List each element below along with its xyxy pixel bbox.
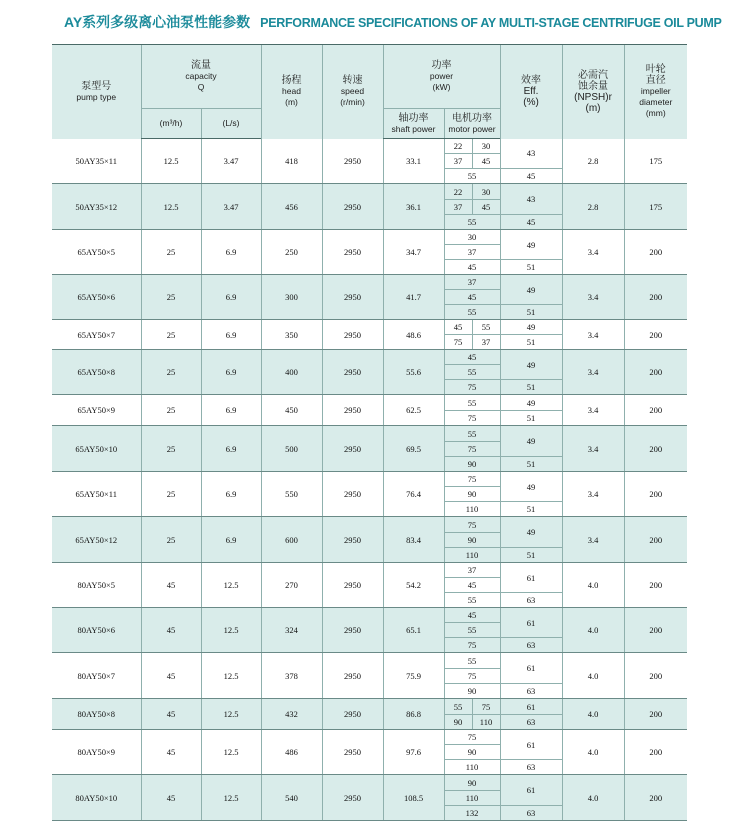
header-capacity: 流量 capacity Q [141,45,261,109]
cell-npsh: 4.0 [562,608,624,653]
cell-capacity-ls: 6.9 [201,395,261,426]
cell-shaft-power: 54.2 [383,563,444,608]
cell-npsh: 3.4 [562,320,624,350]
cell-motor-power: 75 [444,380,500,395]
cell-model: 65AY50×5 [52,230,141,275]
cell-efficiency: 61 [500,563,562,593]
cell-motor-power: 55 [444,623,500,638]
table-row [52,699,687,715]
cell-motor-power: 22 [444,184,472,200]
cell-motor-power: 75 [444,730,500,745]
cell-impeller: 200 [624,563,687,608]
cell-impeller: 200 [624,275,687,320]
table-row [52,426,687,442]
cell-capacity-ls: 12.5 [201,775,261,821]
cell-motor-power: 55 [444,699,472,715]
cell-capacity-m3h: 25 [141,426,201,472]
cell-motor-power: 37 [444,245,500,260]
cell-capacity-ls: 6.9 [201,517,261,563]
table-row [52,230,687,245]
cell-shaft-power: 55.6 [383,350,444,395]
cell-speed: 2950 [322,426,383,472]
cell-capacity-m3h: 25 [141,350,201,395]
cell-efficiency: 63 [500,684,562,699]
cell-impeller: 200 [624,730,687,775]
cell-shaft-power: 41.7 [383,275,444,320]
cell-npsh: 4.0 [562,699,624,730]
cell-shaft-power: 86.8 [383,699,444,730]
cell-motor-power: 132 [444,806,500,821]
cell-model: 80AY50×6 [52,608,141,653]
cell-capacity-ls: 3.47 [201,184,261,230]
header-efficiency: 效率 Eff. (%) [500,45,562,139]
cell-capacity-m3h: 12.5 [141,139,201,184]
cell-speed: 2950 [322,230,383,275]
cell-motor-power: 110 [444,502,500,517]
cell-speed: 2950 [322,699,383,730]
cell-speed: 2950 [322,320,383,350]
cell-impeller: 175 [624,184,687,230]
cell-efficiency: 61 [500,653,562,684]
cell-motor-power: 75 [444,517,500,533]
spec-table [52,44,687,821]
header-capacity-m3h: (m³/h) [141,109,201,139]
cell-efficiency: 49 [500,426,562,457]
header-power: 功率 power (kW) [383,45,500,109]
cell-impeller: 200 [624,350,687,395]
cell-model: 80AY50×7 [52,653,141,699]
cell-motor-power: 110 [444,548,500,563]
cell-npsh: 3.4 [562,395,624,426]
cell-impeller: 200 [624,472,687,517]
cell-shaft-power: 83.4 [383,517,444,563]
cell-speed: 2950 [322,139,383,184]
cell-head: 378 [261,653,322,699]
cell-capacity-m3h: 25 [141,320,201,350]
cell-capacity-m3h: 45 [141,608,201,653]
cell-impeller: 200 [624,426,687,472]
cell-impeller: 200 [624,230,687,275]
table-row [52,320,687,335]
cell-efficiency: 51 [500,305,562,320]
cell-efficiency: 63 [500,760,562,775]
cell-motor-power: 75 [444,335,472,350]
cell-efficiency: 45 [500,215,562,230]
cell-model: 65AY50×9 [52,395,141,426]
cell-shaft-power: 34.7 [383,230,444,275]
cell-model: 65AY50×7 [52,320,141,350]
cell-motor-power: 37 [444,154,472,169]
cell-efficiency: 61 [500,608,562,638]
cell-efficiency: 45 [500,169,562,184]
cell-capacity-m3h: 45 [141,775,201,821]
cell-motor-power: 45 [444,608,500,623]
cell-motor-power: 90 [444,775,500,791]
cell-capacity-m3h: 25 [141,472,201,517]
cell-npsh: 3.4 [562,426,624,472]
cell-capacity-m3h: 45 [141,653,201,699]
cell-motor-power: 55 [444,426,500,442]
cell-capacity-ls: 6.9 [201,350,261,395]
cell-shaft-power: 48.6 [383,320,444,350]
cell-model: 80AY50×8 [52,699,141,730]
cell-motor-power: 55 [444,169,500,184]
cell-efficiency: 49 [500,472,562,502]
cell-motor-power: 55 [444,395,500,411]
cell-speed: 2950 [322,395,383,426]
cell-head: 418 [261,139,322,184]
header-impeller: 叶轮 直径 impeller diameter (mm) [624,45,687,139]
cell-impeller: 200 [624,320,687,350]
cell-head: 270 [261,563,322,608]
cell-npsh: 2.8 [562,184,624,230]
cell-speed: 2950 [322,350,383,395]
cell-head: 486 [261,730,322,775]
cell-model: 80AY50×9 [52,730,141,775]
cell-capacity-ls: 6.9 [201,472,261,517]
cell-motor-power: 30 [472,184,500,200]
cell-impeller: 200 [624,775,687,821]
cell-motor-power: 90 [444,487,500,502]
cell-npsh: 4.0 [562,563,624,608]
cell-motor-power: 45 [444,350,500,365]
cell-head: 600 [261,517,322,563]
cell-efficiency: 43 [500,184,562,215]
cell-npsh: 3.4 [562,472,624,517]
cell-npsh: 3.4 [562,517,624,563]
cell-capacity-ls: 12.5 [201,653,261,699]
cell-capacity-m3h: 45 [141,699,201,730]
cell-head: 456 [261,184,322,230]
cell-head: 400 [261,350,322,395]
cell-efficiency: 63 [500,715,562,730]
cell-shaft-power: 108.5 [383,775,444,821]
cell-speed: 2950 [322,472,383,517]
header-capacity-ls: (L/s) [201,109,261,139]
cell-motor-power: 90 [444,684,500,699]
cell-motor-power: 45 [472,154,500,169]
cell-head: 350 [261,320,322,350]
cell-motor-power: 45 [444,260,500,275]
cell-model: 65AY50×10 [52,426,141,472]
cell-motor-power: 90 [444,715,472,730]
table-row [52,350,687,365]
cell-shaft-power: 36.1 [383,184,444,230]
cell-motor-power: 75 [444,638,500,653]
cell-efficiency: 51 [500,411,562,426]
cell-head: 300 [261,275,322,320]
cell-motor-power: 110 [444,791,500,806]
cell-model: 50AY35×11 [52,139,141,184]
cell-motor-power: 55 [444,653,500,669]
cell-npsh: 2.8 [562,139,624,184]
cell-speed: 2950 [322,275,383,320]
table-row [52,608,687,623]
cell-motor-power: 90 [444,533,500,548]
cell-motor-power: 90 [444,745,500,760]
cell-speed: 2950 [322,653,383,699]
table-row [52,653,687,669]
cell-shaft-power: 75.9 [383,653,444,699]
cell-head: 250 [261,230,322,275]
cell-capacity-ls: 6.9 [201,230,261,275]
header-head: 扬程 head (m) [261,45,322,139]
cell-impeller: 200 [624,517,687,563]
table-row [52,184,687,200]
cell-model: 80AY50×10 [52,775,141,821]
cell-efficiency: 61 [500,775,562,806]
cell-capacity-ls: 12.5 [201,730,261,775]
cell-efficiency: 51 [500,335,562,350]
cell-npsh: 3.4 [562,350,624,395]
cell-speed: 2950 [322,608,383,653]
cell-efficiency: 61 [500,730,562,760]
cell-motor-power: 55 [444,305,500,320]
cell-efficiency: 51 [500,548,562,563]
cell-motor-power: 55 [444,365,500,380]
cell-efficiency: 43 [500,139,562,169]
cell-efficiency: 51 [500,380,562,395]
cell-motor-power: 55 [444,593,500,608]
cell-capacity-m3h: 25 [141,395,201,426]
cell-motor-power: 30 [444,230,500,245]
cell-impeller: 175 [624,139,687,184]
cell-efficiency: 49 [500,275,562,305]
cell-motor-power: 75 [444,472,500,487]
cell-motor-power: 30 [472,139,500,154]
cell-model: 65AY50×12 [52,517,141,563]
cell-motor-power: 45 [444,578,500,593]
cell-efficiency: 49 [500,395,562,411]
cell-motor-power: 45 [444,290,500,305]
cell-npsh: 4.0 [562,730,624,775]
cell-motor-power: 45 [444,320,472,335]
cell-capacity-m3h: 25 [141,275,201,320]
cell-efficiency: 51 [500,457,562,472]
cell-speed: 2950 [322,517,383,563]
cell-npsh: 3.4 [562,230,624,275]
cell-motor-power: 37 [472,335,500,350]
cell-motor-power: 75 [444,442,500,457]
cell-efficiency: 49 [500,350,562,380]
cell-efficiency: 63 [500,806,562,821]
header-speed: 转速 speed (r/min) [322,45,383,139]
cell-efficiency: 63 [500,638,562,653]
cell-model: 50AY35×12 [52,184,141,230]
cell-motor-power: 75 [444,669,500,684]
cell-npsh: 3.4 [562,275,624,320]
cell-capacity-m3h: 45 [141,730,201,775]
cell-motor-power: 75 [472,699,500,715]
cell-shaft-power: 69.5 [383,426,444,472]
cell-head: 324 [261,608,322,653]
table-row [52,139,687,154]
header-shaft-power: 轴功率 shaft power [383,109,444,139]
cell-capacity-m3h: 12.5 [141,184,201,230]
table-row [52,395,687,411]
cell-impeller: 200 [624,699,687,730]
cell-efficiency: 63 [500,593,562,608]
table-row [52,275,687,290]
cell-motor-power: 37 [444,563,500,578]
cell-efficiency: 49 [500,230,562,260]
title-en: PERFORMANCE SPECIFICATIONS OF AY MULTI-STAGE CENTRIFUGE OIL PUMP [260,16,722,30]
table-row [52,472,687,487]
spec-table-body [52,139,687,821]
cell-speed: 2950 [322,730,383,775]
cell-head: 540 [261,775,322,821]
page-title [64,12,722,32]
cell-efficiency: 51 [500,260,562,275]
cell-efficiency: 51 [500,502,562,517]
cell-npsh: 4.0 [562,653,624,699]
cell-capacity-ls: 6.9 [201,426,261,472]
cell-impeller: 200 [624,653,687,699]
cell-head: 432 [261,699,322,730]
cell-head: 500 [261,426,322,472]
cell-capacity-ls: 6.9 [201,275,261,320]
cell-efficiency: 49 [500,517,562,548]
table-row [52,517,687,533]
cell-shaft-power: 97.6 [383,730,444,775]
header-model: 泵型号 pump type [52,45,141,139]
cell-motor-power: 45 [472,200,500,215]
cell-capacity-ls: 6.9 [201,320,261,350]
cell-shaft-power: 65.1 [383,608,444,653]
cell-shaft-power: 62.5 [383,395,444,426]
cell-capacity-ls: 12.5 [201,563,261,608]
cell-speed: 2950 [322,184,383,230]
cell-head: 450 [261,395,322,426]
cell-capacity-m3h: 25 [141,230,201,275]
cell-speed: 2950 [322,563,383,608]
table-row [52,563,687,578]
cell-motor-power: 55 [444,215,500,230]
cell-motor-power: 110 [472,715,500,730]
cell-motor-power: 75 [444,411,500,426]
cell-capacity-ls: 12.5 [201,608,261,653]
cell-capacity-m3h: 25 [141,517,201,563]
cell-capacity-m3h: 45 [141,563,201,608]
cell-motor-power: 90 [444,457,500,472]
cell-motor-power: 37 [444,200,472,215]
title-cn: AY系列多级离心油泵性能参数 [64,14,251,30]
cell-npsh: 4.0 [562,775,624,821]
cell-efficiency: 49 [500,320,562,335]
cell-motor-power: 110 [444,760,500,775]
cell-head: 550 [261,472,322,517]
cell-speed: 2950 [322,775,383,821]
cell-model: 65AY50×11 [52,472,141,517]
cell-shaft-power: 76.4 [383,472,444,517]
cell-shaft-power: 33.1 [383,139,444,184]
table-row [52,775,687,791]
cell-motor-power: 55 [472,320,500,335]
cell-model: 65AY50×8 [52,350,141,395]
header-npsh: 必需汽 蚀余量 (NPSH)r (m) [562,45,624,139]
cell-capacity-ls: 12.5 [201,699,261,730]
cell-model: 65AY50×6 [52,275,141,320]
cell-capacity-ls: 3.47 [201,139,261,184]
cell-efficiency: 61 [500,699,562,715]
cell-impeller: 200 [624,395,687,426]
cell-motor-power: 37 [444,275,500,290]
cell-model: 80AY50×5 [52,563,141,608]
cell-motor-power: 22 [444,139,472,154]
table-row [52,730,687,745]
header-motor-power: 电机功率 motor power [444,109,500,139]
cell-impeller: 200 [624,608,687,653]
